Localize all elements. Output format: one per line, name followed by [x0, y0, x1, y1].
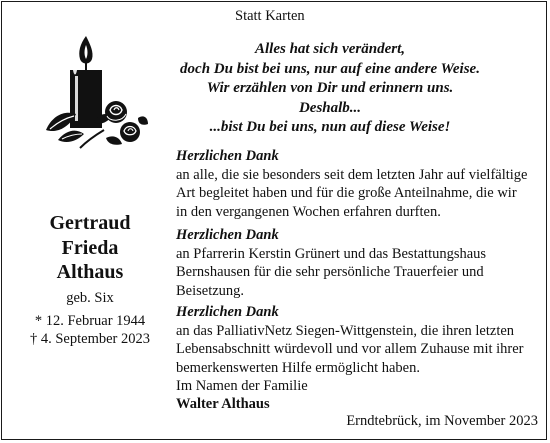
thanks-line: Beisetzung. — [176, 282, 245, 299]
death-date: † 4. September 2023 — [29, 331, 150, 347]
thanks-line: bemerkenswerten Hilfe ermöglicht haben. — [176, 359, 420, 376]
signature-name: Walter Althaus — [176, 396, 270, 412]
life-data — [20, 289, 160, 348]
thanks-line: an Pfarrerin Kerstin Grünert und das Bestattungshaus — [176, 245, 487, 262]
thanks-block-2 — [176, 226, 538, 300]
thanks-line: an alle, die sie besonders seit dem letzten Jahr auf vielfältige — [176, 166, 528, 183]
place-date: Erndtebrück, im November 2023 — [346, 413, 538, 429]
thanks-line: in den vergangenen Wochen erfahren durften. — [176, 203, 441, 220]
poem-line: Deshalb... — [298, 99, 362, 116]
poem-line: Wir erzählen von Dir und erinnern uns. — [206, 80, 454, 96]
thanks-block-3 — [176, 303, 538, 377]
poem — [175, 40, 485, 138]
thanks-heading: Herzlichen Dank — [176, 148, 279, 164]
thanks-heading: Herzlichen Dank — [176, 304, 279, 320]
birth-date: * 12. Februar 1944 — [34, 313, 146, 329]
thanks-block-1 — [176, 147, 538, 221]
poem-line: doch Du bist bei uns, nur auf eine andere Weise. — [180, 60, 480, 77]
deceased-name — [20, 211, 160, 285]
candle-with-roses-icon — [40, 30, 150, 150]
second-name: Frieda — [61, 236, 119, 259]
poem-line: ...bist Du bei uns, nun auf diese Weise! — [209, 119, 451, 135]
signature — [176, 377, 308, 413]
thanks-heading: Herzlichen Dank — [176, 227, 279, 243]
maiden-name: geb. Six — [66, 290, 114, 306]
thanks-line: Bernshausen für die sehr persönliche Trauerfeier und — [176, 264, 484, 280]
first-name: Gertraud — [49, 212, 131, 234]
thanks-line: Art begleitet haben und für die große Anteilnahme, die wir — [176, 185, 517, 201]
thanks-line: an das PalliativNetz Siegen-Wittgenstein, die ihren letzten — [176, 322, 515, 339]
surname: Althaus — [56, 261, 124, 283]
poem-line: Alles hat sich verändert, — [254, 41, 405, 57]
signature-intro: Im Namen der Familie — [176, 378, 308, 394]
thanks-line: Lebensabschnitt würdevoll und vor allem Zuhause mit ihrer — [176, 341, 524, 357]
statt-karten-label: Statt Karten — [235, 8, 305, 24]
